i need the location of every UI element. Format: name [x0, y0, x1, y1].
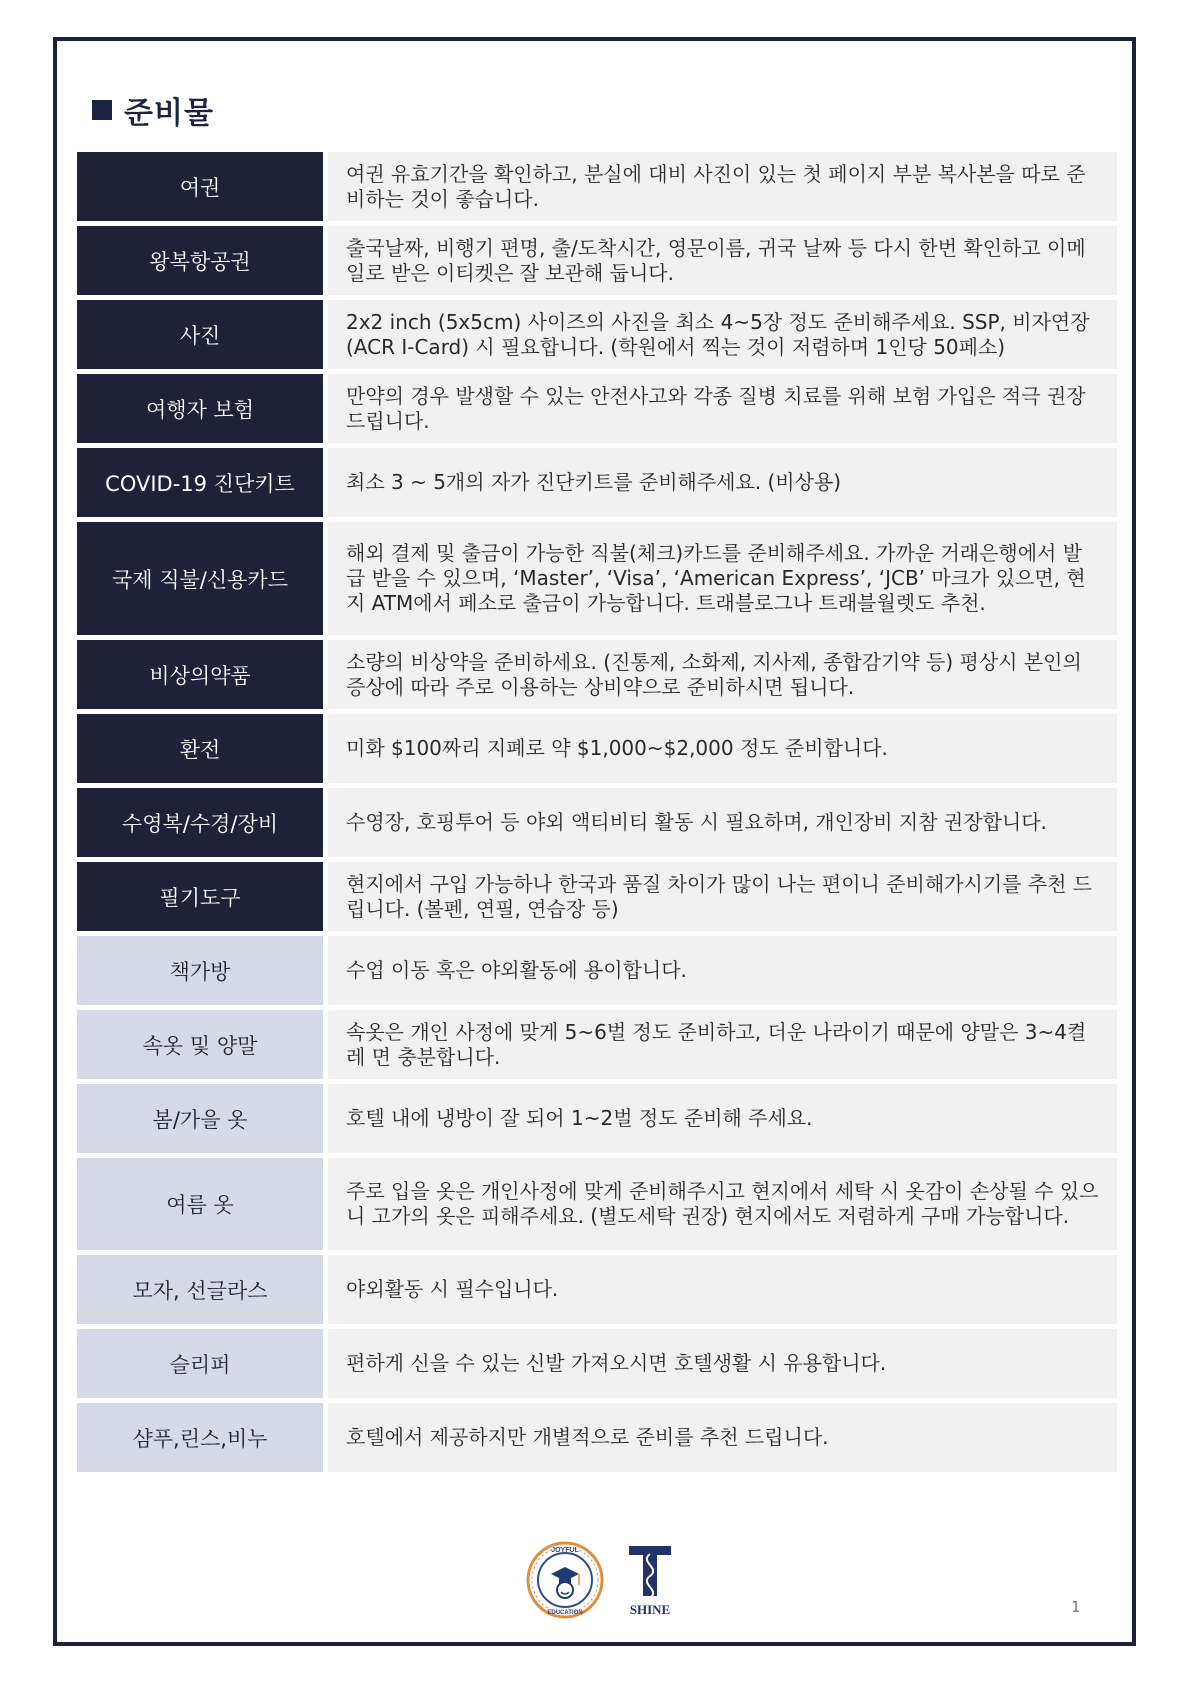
square-bullet-icon: [92, 100, 112, 120]
row-description: 호텔 내에 냉방이 잘 되어 1~2벌 정도 준비해 주세요.: [328, 1084, 1117, 1153]
row-label: 환전: [77, 714, 323, 783]
table-row: [77, 936, 1117, 1005]
row-description: 수업 이동 혹은 야외활동에 용이합니다.: [328, 936, 1117, 1005]
table-row: [77, 788, 1117, 857]
table-row: [77, 1084, 1117, 1153]
table-row: [77, 640, 1117, 709]
row-label: 필기도구: [77, 862, 323, 931]
row-description: 2x2 inch (5x5cm) 사이즈의 사진을 최소 4~5장 정도 준비해주세요. SSP, 비자연장(ACR I-Card) 시 필요합니다. (학원에서 찍는 것이 저렴하며 1인당 50페소): [328, 300, 1117, 369]
logo-group: [525, 1540, 683, 1620]
row-label: 국제 직불/신용카드: [77, 522, 323, 635]
row-description: 소량의 비상약을 준비하세요. (진통제, 소화제, 지사제, 종합감기약 등) 평상시 본인의 증상에 따라 주로 이용하는 상비약으로 준비하시면 됩니다.: [328, 640, 1117, 709]
page-number: 1: [1071, 1598, 1081, 1616]
row-label: 샴푸,린스,비누: [77, 1403, 323, 1472]
table-row: [77, 152, 1117, 221]
row-label: 비상의약품: [77, 640, 323, 709]
joyful-education-logo: [525, 1540, 605, 1620]
row-description: 수영장, 호핑투어 등 야외 액티비티 활동 시 필요하며, 개인장비 지참 권장합니다.: [328, 788, 1117, 857]
row-label: 왕복항공권: [77, 226, 323, 295]
shine-logo: [617, 1540, 683, 1620]
section-heading: [92, 90, 214, 130]
table-row: [77, 448, 1117, 517]
table-row: [77, 522, 1117, 635]
table-row: [77, 862, 1117, 931]
row-label: 모자, 선글라스: [77, 1255, 323, 1324]
row-description: 속옷은 개인 사정에 맞게 5~6벌 정도 준비하고, 더운 나라이기 때문에 양말은 3~4켤레 면 충분합니다.: [328, 1010, 1117, 1079]
row-description: 주로 입을 옷은 개인사정에 맞게 준비해주시고 현지에서 세탁 시 옷감이 손상될 수 있으니 고가의 옷은 피해주세요. (별도세탁 권장) 현지에서도 저렴하게 구매 가능합니다.: [328, 1158, 1117, 1250]
row-description: 호텔에서 제공하지만 개별적으로 준비를 추천 드립니다.: [328, 1403, 1117, 1472]
row-description: 만약의 경우 발생할 수 있는 안전사고와 각종 질병 치료를 위해 보험 가입은 적극 권장 드립니다.: [328, 374, 1117, 443]
shine-logo-text: SHINE: [629, 1602, 671, 1617]
row-label: 사진: [77, 300, 323, 369]
row-label: 여권: [77, 152, 323, 221]
row-description: 미화 $100짜리 지폐로 약 $1,000~$2,000 정도 준비합니다.: [328, 714, 1117, 783]
row-label: COVID-19 진단키트: [77, 448, 323, 517]
row-label: 책가방: [77, 936, 323, 1005]
row-description: 편하게 신을 수 있는 신발 가져오시면 호텔생활 시 유용합니다.: [328, 1329, 1117, 1398]
row-label: 여름 옷: [77, 1158, 323, 1250]
row-label: 여행자 보험: [77, 374, 323, 443]
row-description: 여권 유효기간을 확인하고, 분실에 대비 사진이 있는 첫 페이지 부분 복사본을 따로 준비하는 것이 좋습니다.: [328, 152, 1117, 221]
logo-top-text: JOYFUL: [551, 1547, 579, 1554]
row-description: 최소 3 ~ 5개의 자가 진단키트를 준비해주세요. (비상용): [328, 448, 1117, 517]
row-label: 속옷 및 양말: [77, 1010, 323, 1079]
row-description: 해외 결제 및 출금이 가능한 직불(체크)카드를 준비해주세요. 가까운 거래은행에서 발급 받을 수 있으며, ‘Master’, ‘Visa’, ‘American Express’, ‘JCB’ 마크가 있으면, 현지 ATM에서 페소로 출금이 가능합니다. 트래블로그나 트래블월렛도 추천.: [328, 522, 1117, 635]
table-row: [77, 226, 1117, 295]
row-label: 봄/가을 옷: [77, 1084, 323, 1153]
section-title: 준비물: [124, 96, 214, 131]
table-row: [77, 1158, 1117, 1250]
table-row: [77, 300, 1117, 369]
row-label: 수영복/수경/장비: [77, 788, 323, 857]
table-row: [77, 1010, 1117, 1079]
table-row: [77, 1255, 1117, 1324]
row-label: 슬리퍼: [77, 1329, 323, 1398]
logo-bottom-text: EDUCATION: [547, 1610, 583, 1616]
row-description: 출국날짜, 비행기 편명, 출/도착시간, 영문이름, 귀국 날짜 등 다시 한번 확인하고 이메일로 받은 이티켓은 잘 보관해 둡니다.: [328, 226, 1117, 295]
row-description: 현지에서 구입 가능하나 한국과 품질 차이가 많이 나는 편이니 준비해가시기를 추천 드립니다. (볼펜, 연필, 연습장 등): [328, 862, 1117, 931]
supplies-table: [77, 152, 1117, 1477]
table-row: [77, 1329, 1117, 1398]
row-description: 야외활동 시 필수입니다.: [328, 1255, 1117, 1324]
table-row: [77, 1403, 1117, 1472]
table-row: [77, 374, 1117, 443]
table-row: [77, 714, 1117, 783]
